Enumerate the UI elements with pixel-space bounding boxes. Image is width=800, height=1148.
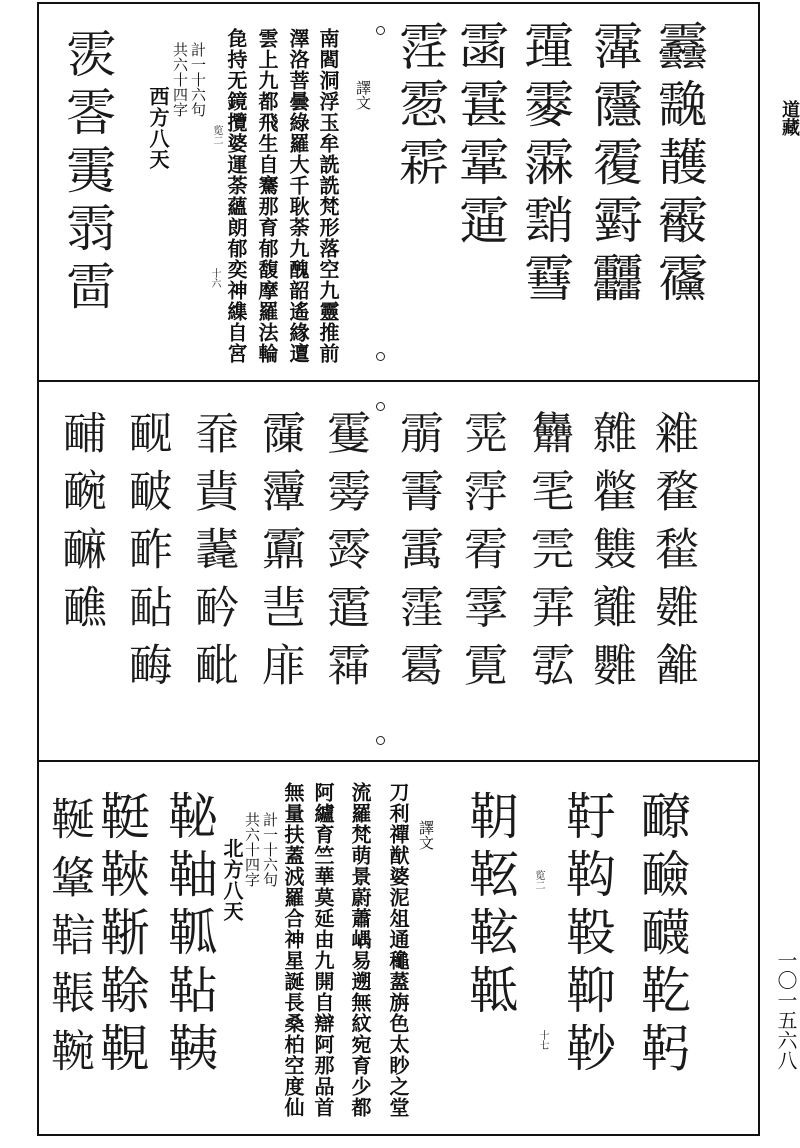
- translation-column: 澤洛菩曇綠羅大千耿荼九醜韶遙緣邅: [286, 28, 310, 364]
- panel-divider-top: [37, 380, 760, 382]
- seal-script-column: 䩍䩎䩏䩐䩑: [633, 790, 691, 1080]
- panel-divider-bottom: [37, 760, 760, 762]
- seal-script-column: 䩗䩘䩙䩚: [461, 790, 519, 1022]
- seal-script-column: 䨰䨸䨱䨴䨻: [585, 20, 643, 310]
- seal-script-column: 䨔䨕䨖䨗䨘: [456, 410, 507, 700]
- page-number: 一〇一五六八: [774, 950, 798, 1070]
- translation-column: 阿纑育竺華莫延由九開自辯阿那品首: [311, 782, 335, 1118]
- binding-circle: [376, 26, 385, 35]
- translation-column: 雲上九都飛生自騫那育郁馥摩羅法輪: [255, 28, 279, 364]
- binding-circle: [376, 402, 385, 411]
- fold-number: 十七: [537, 1030, 548, 1050]
- seal-script-column: 䩄䩅䩆䩇䩈: [121, 410, 172, 700]
- fold-mark: 览二: [211, 125, 222, 145]
- seal-script-column: 䩛䩜䩝䩞䩟: [160, 790, 218, 1080]
- count-line: 共六十四字: [171, 42, 189, 117]
- direction-heading: 北方八天: [220, 838, 244, 922]
- source-label: 道藏: [779, 100, 800, 136]
- translation-column: 南閻洞浮玉牟詵詵梵形落空九靈推前: [316, 28, 340, 364]
- seal-script-column: 䨙䨚䨛: [391, 20, 449, 194]
- count-line: 共六十四字: [243, 812, 261, 887]
- seal-script-column: 䨡䨢䨣䨤: [451, 20, 509, 252]
- fold-number: 十六: [209, 268, 220, 288]
- translation-column: 無量扶蓋㳚羅合神星誕長桑柏空度仙: [281, 782, 305, 1118]
- seal-script-column: 䨅䨆䨇䨈䨉: [585, 410, 636, 700]
- seal-script-column: 䨏䨐䨑䨒䨓: [58, 28, 116, 318]
- seal-script-column: 䨿䩀䩁䩂䩃: [187, 410, 238, 700]
- seal-script-column: 䨜䨝䨞䨟䨠: [392, 410, 443, 700]
- translation-column: 㲋持无鏡攬婆運荼蘊朗郁奕神䌖自宮: [224, 28, 248, 364]
- translation-column: 流羅梵萌景蔚蕭嵎易遡無紋宛育少都: [348, 782, 372, 1118]
- direction-heading: 西方八天: [146, 86, 170, 170]
- seal-script-column: 䨯䨵䨶䨽䨾: [254, 410, 305, 700]
- binding-circle: [376, 736, 385, 745]
- seal-script-column: 䨪䨫䨬䨭䨮: [516, 20, 574, 310]
- seal-script-column: 䨥䨦䨧䨨䨩: [319, 410, 370, 700]
- seal-script-column: 䩉䩊䩋䩌: [55, 410, 106, 642]
- seal-script-column: 䨀䨁䨂䨃䨄: [647, 410, 698, 700]
- fold-mark: 览二: [533, 870, 544, 890]
- seal-script-column: 䨊䨋䨌䨍䨎: [523, 410, 574, 700]
- seal-script-column: 䨺䨲䨼䨷䨹: [650, 20, 708, 310]
- seal-script-column: 䩥䩦䩧䩨䩩: [43, 796, 94, 1086]
- translation-column: 刀利禪猷婆泥俎通䆋䕄旃色太眇之堂: [386, 782, 410, 1118]
- translation-heading: 譯文: [354, 80, 372, 110]
- count-line: 計一十六句: [189, 42, 207, 117]
- translation-heading: 譯文: [417, 820, 435, 850]
- count-line: 計一十六句: [261, 812, 279, 887]
- seal-script-column: 䩠䩡䩢䩣䩤: [92, 790, 150, 1080]
- seal-script-column: 䩒䩓䩔䩕䩖: [558, 790, 616, 1080]
- binding-circle: [376, 352, 385, 361]
